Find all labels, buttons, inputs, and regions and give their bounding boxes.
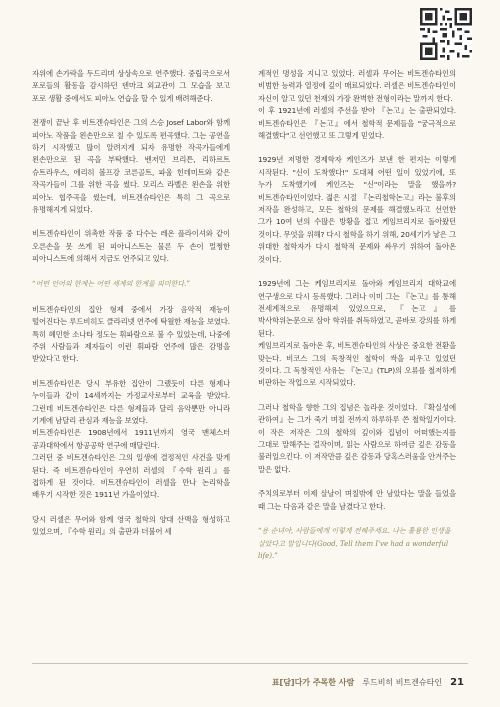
body-paragraph: 1929년 저명한 경제학자 케인즈가 보낸 한 편지는 이렇게 시작된다. "신이 도착했다!" 도대체 어떤 일이 있었기에, 또 누가 도착했기에 케인즈는 "신"이라는 말을 했을까? 비트겐슈타인이었다. 젊은 시절 『논리철학논고』라는 불후의 저작을 완성하고, 모든 철학의 문제를 해결했노라고 선언한 그가 10여 년의 수많은 방황을 접고 케임브리지로 돌아왔던 것이다. 무엇을 위해? 다시 철학을 하기 위해, 20세기가 낳은 그 위대한 철학자가 다시 철학적 문제와 싸우기 위하여 돌아온 것이다. [258, 155, 456, 264]
footer-divider [32, 663, 468, 664]
series-name: 표[담]다가 주목한 사람 [271, 678, 355, 687]
body-paragraph: 비트겐슈타인은 당시 부유한 집안이 그랬듯이 다른 형제나 누이들과 같이 14세까지는 가정교사로부터 교육을 받았다. 그런데 비트겐슈타인은 다른 형제들과 달리 음악뿐만 아니라 기계에 남달리 관심과 재능을 보였다. [32, 378, 230, 425]
body-paragraph: 계적인 명성을 지니고 있었다. 러셀과 무어는 비트겐슈타인의 비범한 능력과 열정에 깊이 매료되었다. 러셀은 비트겐슈타인이 자신이 알고 있던 천재의 가장 완벽한 전형이라는 말까지 한다. [258, 69, 456, 103]
body-paragraph: 비트겐슈타인은 1908년에서 1911년까지 영국 맨체스터 공과대학에서 항공공학 연구에 매달린다. [32, 428, 230, 450]
right-column [258, 68, 456, 563]
body-paragraph: 자위에 손가락을 두드리며 상상속으로 연주했다. 중립국으로서 포로들의 활동을 감시하던 덴마크 외교관이 그 모습을 보고 포로 생활 중에서도 피아노 연습을 할 수 있게 배려해준다. [32, 69, 230, 103]
body-paragraph: 비트겐슈타인의 집안 형제 중에서 가장 음악적 재능이 떨어진다는 루드비히도 클라리넷 연주에 탁월한 재능을 보였다. 특히 혜민한 소나타 정도는 휘파람으로 불 수 있었는데, 나중에 주위 사람들과 제자들이 이런 휘파람 연주에 많은 감명을 받았다고 한다. [32, 304, 230, 364]
body-paragraph: 그러나 철학을 향한 그의 집념은 놀라운 것이었다. 『확실성에 관하여』는 그가 죽기 며칠 전까지 하루하루 쓴 철학일기이다. 이 작은 저작은 그의 철학의 깊이와 집념이 어떠했는지를 그대로 말해주는 걸작이며, 읽는 사람으로 하여금 깊은 감동을 불러일으킨다. 이 저작만큼 깊은 감동과 당혹스러움을 안겨주는 말은 없다. [258, 402, 456, 474]
article-title: 루드비히 비트겐슈타인 [362, 678, 443, 687]
body-paragraph: 당시 러셀은 무어와 함께 영국 철학의 양대 산맥을 형성하고 있었으며, 『수학 원리』의 출판과 더불어 세 [32, 514, 230, 537]
body-paragraph: 케임브리지로 돌아온 후, 비트겐슈타인의 사상은 중요한 전환을 맞는다. 비코스 그의 독창적인 철학이 싹을 피우고 있었던 것이다. 그 독창적인 사유는 『논고』(TLP)의 오류를 철저하게 비판하는 작업으로 시작되었다. [258, 341, 456, 388]
pull-quote: “어떤 언어의 한계는 어떤 세계의 한계를 의미한다.” [32, 279, 190, 288]
page-footer [0, 659, 500, 707]
closing-quote: “용 순녀야, 사람들에게 이렇게 전해주세요. 나는 훌륭한 인생을 살았다고 말입니다(Good, Tell them I've had a wonderful life).” [258, 527, 451, 561]
body-paragraph: 비트겐슈타인이 위촉한 작품 중 다수는 레온 플라이셔와 같이 오른손을 못 쓰게 된 피아니스트는 물론 두 손이 멀쩡한 피아니스트에 의해서 지금도 연주되고 있다. [32, 229, 230, 264]
body-paragraph: 1929년에 그는 케임브리지로 돌아와 케임브리지 대학교에 연구생으로 다시 등록했다. 그러나 이미 그는 『논고』를 통해 전세계적으로 유명해져 있었으므로, 『논고』를 박사학위논문으로 삼아 학위를 취득하였고, 곧바로 강의를 하게 된다. [258, 279, 456, 338]
running-footer [272, 677, 464, 688]
body-paragraph: 주치의로부터 이제 살날이 며칠밖에 안 남았다는 말을 들었을 때 그는 다음과 같은 말을 남겼다고 한다. [258, 489, 456, 511]
left-column [32, 68, 230, 551]
body-paragraph: 이 후 1921년에 러셀의 주선을 받아 『논고』는 출판되었다. 비트겐슈타인은 『논고』에서 철학적 문제들을 "궁극적으로 해결했다"고 선언했고 또 그렇게 믿었다. [258, 106, 456, 141]
body-paragraph: 그러던 중 비트겐슈타인은 그의 일생에 결정적인 사건을 맞게 된다. 즉 비트겐슈타인이 우연히 러셀의 『수학 원리』를 접하게 된 것이다. 비트겐슈타인이 러셀을 만나 논리학을 배우기 시작한 것은 1911년 가을이었다. [32, 453, 230, 500]
body-paragraph: 전쟁이 끝난 후 비트겐슈타인은 그의 스승 Josef Labor와 함께 피아노 작품을 왼손만으로 칠 수 있도록 편곡했다. 그는 공연을 하기 시작했고 많이 알려지게 되자 유명한 작곡가들에게 왼손만으로 된 곡을 부탁했다. 벤저민 브리튼, 리하르트 슈트라우스, 에리히 볼프강 코른골트, 파울 힌데미트와 같은 작곡가들이 그를 위한 곡을 썼다. 모리스 라벨은 왼손을 위한 피아노 협주곡을 썼는데, 비트겐슈타인은 특히 그 곡으로 유명해지게 되었다. [32, 118, 230, 215]
page-number: 21 [450, 677, 464, 688]
qr-code-icon[interactable] [420, 8, 472, 60]
